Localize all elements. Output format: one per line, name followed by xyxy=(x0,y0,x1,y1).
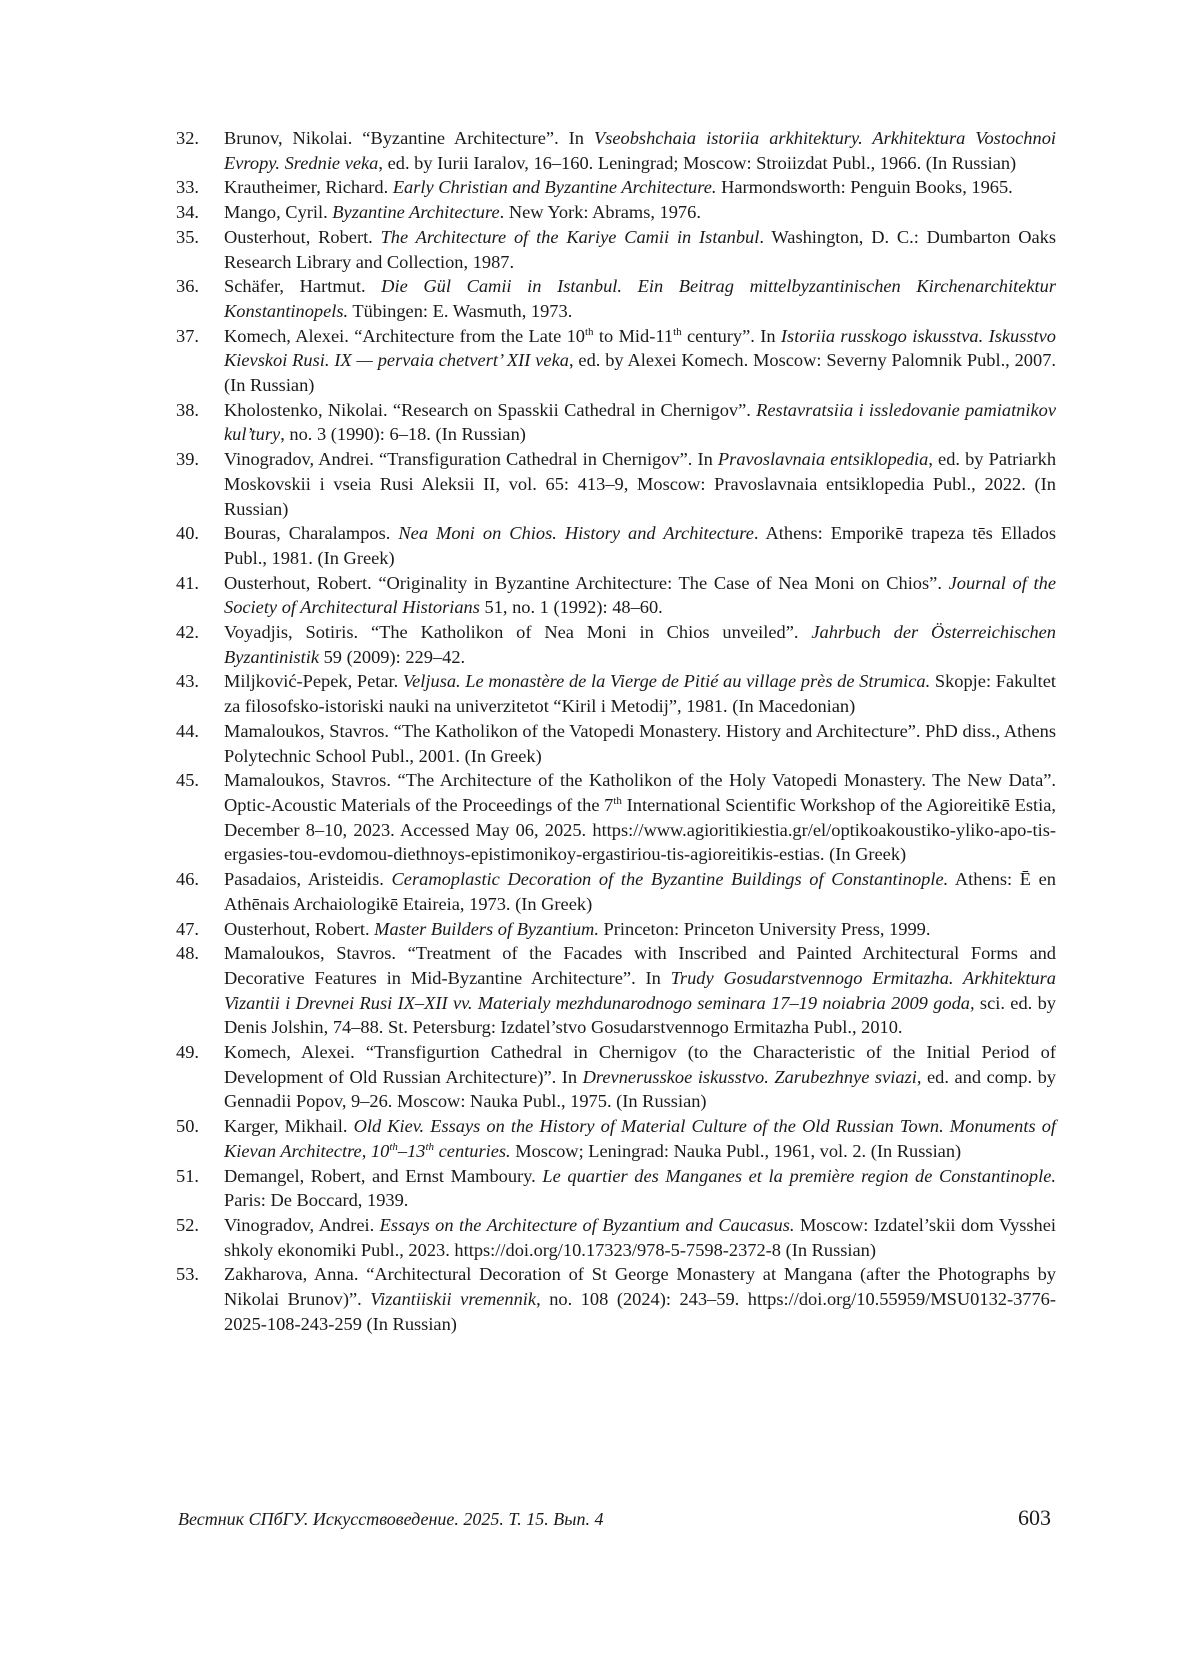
reference-item xyxy=(176,620,1057,669)
italic-title: Old Kiev. Essays on the History of Material Culture of the Old Russian Town. Monuments of Kievan Architectre, 10 xyxy=(224,1116,1056,1161)
reference-text: Pasadaios, Aristeidis. xyxy=(224,869,392,890)
italic-title: Byzantine Architecture xyxy=(332,202,500,223)
journal-footer: Вестник СПбГУ. Искусствоведение. 2025. Т. 15. Вып. 4 xyxy=(178,1509,604,1529)
superscript-text: th xyxy=(389,1140,398,1153)
reference-item xyxy=(176,225,1056,274)
reference-text: Athens: Ē en Athēnais Archaiologikē Etaireia, 1973. (In Greek) xyxy=(224,869,1056,914)
reference-number: 50. xyxy=(176,1116,199,1137)
reference-text: Ousterhout, Robert. xyxy=(224,226,381,247)
superscript-text: th xyxy=(425,1140,435,1153)
italic-title: Veljusa. Le monastère de la Vierge de Pitié au village près de Strumica. xyxy=(402,671,931,692)
reference-item xyxy=(176,571,1057,620)
reference-item xyxy=(176,200,1056,225)
reference-text: Harmondsworth: Penguin Books, 1965. xyxy=(716,177,1013,198)
reference-text: sci. ed. by Denis Jolshin, 74–88. St. Petersburg: Izdatel’stvo Gosudarstvennogo Ermitazha Publ., 2010. xyxy=(224,992,1056,1038)
reference-text: Miljković-Pepek, Petar. xyxy=(224,671,403,692)
reference-item xyxy=(176,1164,1056,1213)
reference-text: Skopje: Fakultet za filosofsko-istoriski nauki na univerzitetot “Kiril i Metodij”, 1981. (In Macedonian) xyxy=(224,671,1056,717)
superscript-text: th xyxy=(613,794,622,807)
reference-item xyxy=(176,521,1057,570)
italic-title: Le quartier des Manganes et la première region de Constantinople. xyxy=(542,1165,1056,1186)
reference-number: 41. xyxy=(176,572,199,593)
reference-text: . New York: Abrams, 1976. xyxy=(499,202,701,223)
reference-text: Komech, Alexei. “Transfigurtion Cathedral in Chernigov (to the Characteristic of the Initial Period of Development of Old Russian Architecture)”. In xyxy=(224,1042,1056,1087)
reference-number: 46. xyxy=(176,869,199,890)
reference-text: Vinogradov, Andrei. “Transfiguration Cathedral in Chernigov”. In xyxy=(224,449,718,470)
reference-item xyxy=(176,324,1056,398)
reference-number: 48. xyxy=(176,943,199,964)
reference-text: Zakharova, Anna. “Architectural Decoration of St George Monastery at Mangana (after the Photographs by Nikolai Brunov)”. xyxy=(224,1264,1056,1310)
reference-item xyxy=(176,1040,1056,1114)
reference-text: Demangel, Robert, and Ernst Mamboury. xyxy=(224,1165,543,1186)
reference-list xyxy=(0,126,1200,1336)
italic-title: Drevnerusskoe iskusstvo. Zarubezhnye sviazi xyxy=(582,1066,917,1087)
reference-text: Brunov, Nikolai. “Byzantine Architecture”. In xyxy=(224,128,594,148)
reference-item xyxy=(176,274,1056,323)
italic-title: –13 xyxy=(397,1140,426,1161)
italic-title: Early Christian and Byzantine Architecture. xyxy=(392,177,717,198)
reference-item xyxy=(176,175,1056,200)
reference-text: Bouras, Charalampos. xyxy=(224,523,399,544)
reference-text: Moscow: Izdatel’skii dom Vysshei shkoly ekonomiki Publ., 2023. https://doi.org/10.17323/978-5-7598-2372-8 (In Russian) xyxy=(224,1214,1056,1260)
italic-title: Restavratsiia i issledovanie pamiatnikov kul’tury xyxy=(224,399,1056,445)
superscript-text: th xyxy=(584,325,594,338)
reference-text: 51, no. 1 (1992): 48–60. xyxy=(479,597,663,618)
reference-number: 40. xyxy=(176,523,199,544)
reference-item xyxy=(176,1262,1056,1336)
reference-text: 59 (2009): 229–42. xyxy=(319,646,466,667)
reference-item xyxy=(176,941,1056,1040)
reference-item xyxy=(176,1213,1056,1262)
italic-title: Vizantiiskii vremennik xyxy=(370,1289,537,1310)
reference-text: Ousterhout, Robert. “Originality in Byzantine Architecture: The Case of Nea Moni on Chios”. xyxy=(224,572,949,593)
reference-text: , no. 108 (2024): 243–59. https://doi.org/10.55959/MSU0132-3776-2025-108-243-259 (In Russian) xyxy=(224,1289,1056,1334)
reference-item xyxy=(176,398,1056,447)
italic-title: The Architecture of the Kariye Camii in Istanbul xyxy=(380,226,760,247)
reference-text: Kholostenko, Nikolai. “Research on Spasskii Cathedral in Chernigov”. xyxy=(224,399,757,420)
reference-number: 36. xyxy=(176,276,199,297)
reference-number: 45. xyxy=(176,770,199,791)
superscript-text: th xyxy=(673,325,682,338)
reference-text: Voyadjis, Sotiris. “The Katholikon of Nea Moni in Chios unveiled”. xyxy=(224,622,812,643)
italic-title: Istoriia russkogo iskusstva. Iskusstvo Kievskoi Rusi. IX — pervaia chetvert’ XII veka xyxy=(224,325,1056,371)
reference-text: , ed. and comp. by Gennadii Popov, 9–26. Moscow: Nauka Publ., 1975. (In Russian) xyxy=(224,1066,1056,1112)
reference-number: 34. xyxy=(176,202,199,223)
reference-text: century”. In xyxy=(681,325,781,346)
reference-text: , ed. by Alexei Komech. Moscow: Severny Palomnik Publ., 2007. (In Russian) xyxy=(224,350,1056,396)
reference-text: Vinogradov, Andrei. xyxy=(224,1214,380,1235)
reference-number: 42. xyxy=(176,622,199,643)
italic-title: centuries. xyxy=(434,1140,511,1161)
italic-title: Jahrbuch der Österreichischen Byzantinistik xyxy=(224,622,1057,667)
reference-text: Tübingen: E. Wasmuth, 1973. xyxy=(348,300,573,321)
page-number: 603 xyxy=(1018,1505,1051,1530)
reference-item xyxy=(176,867,1056,916)
reference-text: , ed. by Patriarkh Moskovskii i vseia Rusi Aleksii II, vol. 65: 413–9, Moscow: Pravoslavnaia entsiklopedia Publ., 2022. (In Russian) xyxy=(224,449,1057,519)
italic-title: Master Builders of Byzantium. xyxy=(374,918,599,939)
reference-text: Mango, Cyril. xyxy=(224,202,333,223)
reference-text: Komech, Alexei. “Architecture from the Late 10 xyxy=(224,325,585,346)
reference-number: 53. xyxy=(176,1264,199,1285)
reference-number: 32. xyxy=(176,128,199,148)
reference-text: Mamaloukos, Stavros. “Treatment of the Facades with Inscribed and Painted Architectural Forms and Decorative Features in Mid-Byzantine Architecture”. In xyxy=(224,943,1056,988)
reference-item xyxy=(176,1114,1056,1163)
reference-number: 33. xyxy=(176,177,199,198)
reference-text: Mamaloukos, Stavros. “The Architecture of the Katholikon of the Holy Vatopedi Monastery. The New Data”. Optic-Acoustic Materials of the Proceedings of the 7 xyxy=(224,770,1056,815)
reference-text: Moscow; Leningrad: Nauka Publ., 1961, vol. 2. (In Russian) xyxy=(510,1140,962,1161)
reference-number: 49. xyxy=(176,1042,199,1063)
italic-title: Nea Moni on Chios. History and Architecture xyxy=(398,523,754,544)
reference-text: Schäfer, Hartmut. xyxy=(224,276,382,297)
reference-number: 35. xyxy=(176,226,199,247)
italic-title: Die Gül Camii in Istanbul. Ein Beitrag mittelbyzantinischen Kirchenarchitektur Konstantinopels. xyxy=(224,276,1056,321)
reference-text: Krautheimer, Richard. xyxy=(224,177,393,198)
reference-text: . Athens: Emporikē trapeza tēs Ellados Publ., 1981. (In Greek) xyxy=(224,523,1057,568)
reference-item xyxy=(176,669,1056,718)
italic-title: Vseobshchaia istoriia arkhitektury. Arkhitektura Vostochnoi Evropy. Srednie veka xyxy=(224,128,1056,173)
italic-title: Essays on the Architecture of Byzantium and Caucasus. xyxy=(379,1214,795,1235)
reference-text: Karger, Mikhail. xyxy=(224,1116,354,1137)
italic-title: Journal of the Society of Architectural Historians xyxy=(224,572,1057,618)
reference-text: , no. 3 (1990): 6–18. (In Russian) xyxy=(280,424,526,445)
reference-number: 38. xyxy=(176,399,199,420)
reference-item xyxy=(176,917,1056,942)
italic-title: Trudy Gosudarstvennogo Ermitazha. Arkhitektura Vizantii i Drevnei Rusi IX–XII vv. Materialy mezhdunarodnogo seminara 17–19 noiabria 2009 goda, xyxy=(224,967,1056,1013)
reference-number: 47. xyxy=(176,918,199,939)
italic-title: Ceramoplastic Decoration of the Byzantine Buildings of Constantinople. xyxy=(391,869,949,890)
reference-number: 44. xyxy=(176,720,199,741)
reference-text: International Scientific Workshop of the Agioreitikē Estia, December 8–10, 2023. Accessed May 06, 2025. https://www.agioritikiestia.gr/el/optikoakoustiko-yliko-apo-tis-ergasies-tou-evdomou-diethnoys-epistimonikoy-ergastiriou-tis-agioreitikis-estias. (In Greek) xyxy=(224,794,1056,865)
reference-item xyxy=(176,768,1056,867)
reference-item xyxy=(176,126,1056,175)
reference-text: Paris: De Boccard, 1939. xyxy=(224,1190,409,1211)
reference-number: 43. xyxy=(176,671,199,692)
reference-text: Princeton: Princeton University Press, 1999. xyxy=(598,918,931,939)
reference-number: 37. xyxy=(176,325,199,346)
reference-number: 51. xyxy=(176,1165,199,1186)
reference-text: , ed. by Iurii Iaralov, 16–160. Leningrad; Moscow: Stroiizdat Publ., 1966. (In Russian) xyxy=(378,152,1017,173)
reference-item xyxy=(176,447,1057,521)
reference-item xyxy=(176,719,1056,768)
reference-text: . Washington, D. C.: Dumbarton Oaks Research Library and Collection, 1987. xyxy=(224,226,1056,272)
reference-text: Mamaloukos, Stavros. “The Katholikon of the Vatopedi Monastery. History and Architecture”. PhD diss., Athens Polytechnic School Publ., 2001. (In Greek) xyxy=(224,720,1056,766)
italic-title: Pravoslavnaia entsiklopedia xyxy=(717,449,929,470)
reference-number: 52. xyxy=(176,1214,199,1235)
reference-number: 39. xyxy=(176,449,199,470)
reference-text: to Mid-11 xyxy=(593,325,674,346)
reference-text: Ousterhout, Robert. xyxy=(224,918,375,939)
